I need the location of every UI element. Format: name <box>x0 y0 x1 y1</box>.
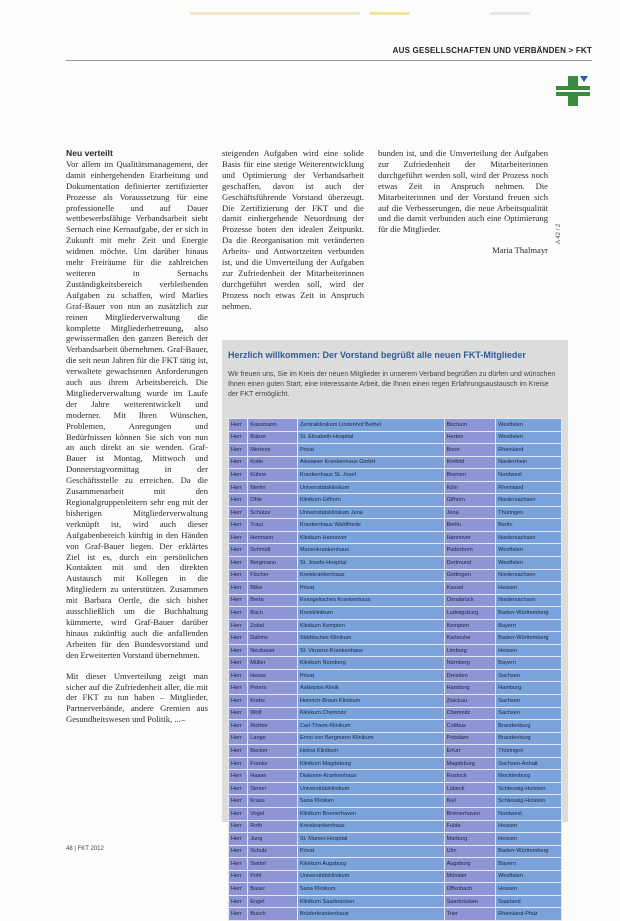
table-cell: Herr <box>229 795 248 808</box>
table-cell: Ernst von Bergmann Klinikum <box>297 732 444 745</box>
table-cell: Cottbus <box>444 720 496 733</box>
table-row <box>229 469 562 482</box>
table-row <box>229 494 562 507</box>
article-column-3 <box>378 148 548 328</box>
table-cell: Bayern <box>496 657 562 670</box>
table-cell: Hessen <box>496 582 562 595</box>
table-cell: Herr <box>229 481 248 494</box>
table-row <box>229 732 562 745</box>
table-row <box>229 644 562 657</box>
members-box-intro: Wir freuen uns, Sie im Kreis der neuen Mitglieder in unserem Verband begrüßen zu dürfen und wünschen Ihnen einen guten Start, eine interessante Arbeit, die Ihnen einen regen Erfahrungsaustausch im Kreise der FKT ermöglicht. <box>228 371 556 398</box>
table-row <box>229 582 562 595</box>
table-row <box>229 807 562 820</box>
table-cell: Bilke <box>248 582 298 595</box>
table-cell: Busch <box>248 908 298 921</box>
table-cell: Osnabrück <box>444 594 496 607</box>
table-cell: Sachsen <box>496 669 562 682</box>
table-cell: Krefeld <box>444 456 496 469</box>
table-cell: Seidel <box>248 858 298 871</box>
table-cell: Herr <box>229 745 248 758</box>
table-cell: Nordwest <box>496 469 562 482</box>
table-cell: Herr <box>229 456 248 469</box>
table-cell: Franke <box>248 757 298 770</box>
table-cell: Herr <box>229 519 248 532</box>
table-cell: Herr <box>229 494 248 507</box>
table-cell: Herr <box>229 669 248 682</box>
table-row <box>229 632 562 645</box>
table-cell: Bonn <box>444 444 496 457</box>
table-cell: Rostock <box>444 770 496 783</box>
table-row <box>229 607 562 620</box>
table-cell: Bremerhaven <box>444 807 496 820</box>
table-cell: Karlsruhe <box>444 632 496 645</box>
table-cell: Traut <box>248 519 298 532</box>
table-cell: Herr <box>229 883 248 896</box>
table-cell: Chemnitz <box>444 707 496 720</box>
table-cell: Vogel <box>248 807 298 820</box>
header-rule <box>66 60 592 61</box>
table-cell: Krankenhaus Waldfriede <box>297 519 444 532</box>
table-cell: Städtisches Klinikum <box>297 632 444 645</box>
table-cell: Privat <box>297 444 444 457</box>
table-cell: Wolf <box>248 707 298 720</box>
table-cell: Herr <box>229 444 248 457</box>
table-cell: Herr <box>229 820 248 833</box>
table-row <box>229 795 562 808</box>
article-paragraph: Mit dieser Umverteilung zeigt man sicher auf die Zufriedenheit aller, die mit der FKT zu tun haben – Mitglieder, Partnerverbände, andere Gremien aus Gesundheitswesen und Politik, ...– <box>66 670 208 725</box>
table-row <box>229 770 562 783</box>
article-paragraph: steigenden Aufgaben wird eine solide Basis für eine stetige Weiterentwicklung und Optimierung der Verbandsarbeit geschaffen, davon ist auch der Geschäftsführende Vorstand überzeugt. Die Zertifizierung der FKT und die damit einhergehende Neuordnung der Prozesse boten den idealen Zeitpunkt. Da die Reorganisation mit veränderten Arbeits- und Antwortzeiten verbunden ist, und die Umverteilung der Aufgaben zur Zufriedenheit der Mitarbeiterinnen durchgeführt werden soll, wird der Prozess noch etwas Zeit in Anspruch nehmen. <box>222 148 364 311</box>
table-cell: St. Elisabeth-Hospital <box>297 431 444 444</box>
table-cell: Engel <box>248 895 298 908</box>
table-cell: Kreiskrankenhaus <box>297 569 444 582</box>
table-cell: Klinikum Kempten <box>297 619 444 632</box>
table-cell: Privat <box>297 669 444 682</box>
table-cell: Thüringen <box>496 506 562 519</box>
table-cell: St. Josefs-Hospital <box>297 557 444 570</box>
author-signature: Maria Thalmayr <box>492 245 548 256</box>
table-row <box>229 519 562 532</box>
table-cell: Kreisklinikum <box>297 607 444 620</box>
table-row <box>229 444 562 457</box>
table-cell: Herr <box>229 657 248 670</box>
table-cell: Paderborn <box>444 544 496 557</box>
table-cell: Baden-Württemberg <box>496 607 562 620</box>
table-cell: Herr <box>229 607 248 620</box>
table-cell: Mertens <box>248 444 298 457</box>
table-cell: Evangelisches Krankenhaus <box>297 594 444 607</box>
table-row <box>229 908 562 921</box>
table-row <box>229 456 562 469</box>
table-cell: Kotte <box>248 456 298 469</box>
table-cell: Dahme <box>248 632 298 645</box>
table-cell: Zwickau <box>444 695 496 708</box>
table-cell: Niedersachsen <box>496 494 562 507</box>
table-cell: Herr <box>229 594 248 607</box>
table-row <box>229 695 562 708</box>
table-cell: Baden-Württemberg <box>496 845 562 858</box>
table-cell: Herr <box>229 833 248 846</box>
table-cell: Universitätsklinikum <box>297 481 444 494</box>
section-header: AUS GESELLSCHAFTEN UND VERBÄNDEN > FKT <box>392 46 592 55</box>
table-cell: Herr <box>229 695 248 708</box>
table-cell: Becker <box>248 745 298 758</box>
table-cell: Kempten <box>444 619 496 632</box>
table-cell: Neubauer <box>248 644 298 657</box>
table-cell: Zobel <box>248 619 298 632</box>
table-cell: Krebs <box>248 695 298 708</box>
table-cell: Herr <box>229 770 248 783</box>
table-cell: Peters <box>248 682 298 695</box>
table-cell: Privat <box>297 845 444 858</box>
table-cell: Augsburg <box>444 858 496 871</box>
table-cell: Universitätsklinikum <box>297 782 444 795</box>
table-cell: Asklepios Klinik <box>297 682 444 695</box>
table-cell: Berlin <box>444 519 496 532</box>
table-cell: Herr <box>229 720 248 733</box>
new-members-box <box>222 340 568 918</box>
table-cell: Hermann <box>248 531 298 544</box>
table-cell: Niedersachsen <box>496 531 562 544</box>
table-cell: Nürnberg <box>444 657 496 670</box>
table-cell: Bauer <box>248 883 298 896</box>
article-paragraph: bunden ist, und die Umverteilung der Aufgaben zur Zufriedenheit der Mitarbeiterinnen durchgeführt werden soll, wird der Prozess noch etwas Zeit in Anspruch nehmen. Die Mitarbeiterinnen und der Vorstand freuen sich auf die Verbesserungen, die neue Arbeitsqualität und die damit verbunden auch eine Optimierung für die Mitglieder. <box>378 148 548 235</box>
table-row <box>229 883 562 896</box>
table-cell: Klinikum Hannover <box>297 531 444 544</box>
table-cell: Herr <box>229 469 248 482</box>
table-cell: Hannover <box>444 531 496 544</box>
table-cell: Hessen <box>496 833 562 846</box>
table-row <box>229 870 562 883</box>
table-cell: Sachsen <box>496 695 562 708</box>
table-row <box>229 544 562 557</box>
table-cell: Limburg <box>444 644 496 657</box>
table-cell: Berlin <box>496 519 562 532</box>
table-cell: Hamburg <box>496 682 562 695</box>
table-cell: Brüderkrankenhaus <box>297 908 444 921</box>
side-code: A 42 / 2 <box>556 223 562 244</box>
table-cell: Bayern <box>496 619 562 632</box>
table-cell: Herr <box>229 506 248 519</box>
article-subheading: Neu verteilt <box>66 148 113 158</box>
top-color-strip <box>190 12 590 16</box>
table-cell: Kreiskrankenhaus <box>297 820 444 833</box>
table-cell: Universitätsklinikum <box>297 870 444 883</box>
table-cell: Kühne <box>248 469 298 482</box>
table-cell: Kassel <box>444 582 496 595</box>
table-cell: Schleswig-Holstein <box>496 795 562 808</box>
table-row <box>229 757 562 770</box>
table-cell: Herr <box>229 732 248 745</box>
table-cell: Thüringen <box>496 745 562 758</box>
table-cell: Merlin <box>248 481 298 494</box>
table-cell: Herr <box>229 632 248 645</box>
table-row <box>229 720 562 733</box>
table-row <box>229 669 562 682</box>
table-cell: Westfalen <box>496 870 562 883</box>
table-cell: Brandenburg <box>496 720 562 733</box>
table-cell: Sana Kliniken <box>297 795 444 808</box>
table-row <box>229 569 562 582</box>
table-cell: Herr <box>229 431 248 444</box>
table-cell: Carl-Thiem-Klinikum <box>297 720 444 733</box>
article-column-2 <box>222 148 364 328</box>
table-cell: Saarland <box>496 895 562 908</box>
table-row <box>229 431 562 444</box>
table-cell: Magdeburg <box>444 757 496 770</box>
table-row <box>229 820 562 833</box>
table-cell: Westfalen <box>496 557 562 570</box>
table-row <box>229 745 562 758</box>
table-cell: Niedersachsen <box>496 594 562 607</box>
table-cell: Rheinland <box>496 481 562 494</box>
table-cell: Sana Klinikum <box>297 883 444 896</box>
article-column-1 <box>66 148 208 735</box>
page-footer: 48 | FKT 2012 <box>66 846 104 852</box>
table-cell: Baden-Württemberg <box>496 632 562 645</box>
table-cell: Lübeck <box>444 782 496 795</box>
table-cell: Westfalen <box>496 431 562 444</box>
table-row <box>229 531 562 544</box>
table-cell: Marburg <box>444 833 496 846</box>
table-cell: Brandenburg <box>496 732 562 745</box>
table-row <box>229 419 562 432</box>
table-cell: Zentralklinikum Lindenhof Bethel <box>297 419 444 432</box>
table-cell: St. Marien-Hospital <box>297 833 444 846</box>
table-cell: Privat <box>297 582 444 595</box>
article-paragraph: Vor allem im Qualitätsmanagement, der damit einhergehenden Erarbeitung und Dokumentation definierter zertifizierter Prozesse als Voraussetzung für eine professionelle und auf Dauer wettbewerbsfähige Verbandsarbeit sieht Sernach eine Kernaufgabe, der er sich in Zukunft mit mehr Zeit und Energie widmen möchte. Um darüber hinaus mehr Freiräume für die zahlreichen weiteren in Sernachs Zuständigkeitsbereich verbleibenden Aufgaben zu schaffen, wird Marlies Graf-Bauer von nun an zusätzlich zur reinen Mitgliederverwaltung die komplette Mitgliederbetreuung, also gewissermaßen den ganzen Bereich der Verbandsarbeit übernehmen. Graf-Bauer, die seit neun Jahren für die FKT tätig ist, verwaltete gewachsenen Anforderungen auch aus ihrem Arbeitsbereich. Die Mitgliederverwaltung wurde im Laufe der Jahre weiterentwickelt und moderner. Mit Ihren Wünschen, Problemen, Anregungen und Bedürfnissen können Sie sich von nun an auch direkt an sie wenden. Graf-Bauer ist Montag, Mittwoch und Donnerstagvormittag in der Geschäftsstelle zu erreichen. Da die Zusammenarbeit mit den Regionalgruppenleitern sehr eng mit der bisherigen Mitgliederverwaltung verknüpft ist, wird auch dieser Aufgabenbereich künftig in den Händen von Graf-Bauer liegen. Der erklärtes Ziel ist es, durch ein persönlichen Kontakten mit und den direkten Austausch mit Kollegen in die Mitgliedern zu unterstützen. Zusammen mit Barbara Oertle, die sich bisher ausschließlich um die Buchhaltung kümmerte, wird Graf-Bauer darüber hinaus zukünftig auch die anfallenden Arbeiten für den Bundesvorstand und den Erweiterten Vorstand übernehmen. <box>66 158 208 660</box>
table-cell: Alexianer Krankenhaus GmbH <box>297 456 444 469</box>
table-cell: Klinikum Chemnitz <box>297 707 444 720</box>
table-cell: Kiel <box>444 795 496 808</box>
table-cell: Herr <box>229 644 248 657</box>
table-cell: Sachsen <box>496 707 562 720</box>
table-cell: Erfurt <box>444 745 496 758</box>
table-cell: Ohle <box>248 494 298 507</box>
table-cell: Richter <box>248 720 298 733</box>
table-cell: Herr <box>229 707 248 720</box>
table-cell: Potsdam <box>444 732 496 745</box>
table-row <box>229 707 562 720</box>
table-cell: Herr <box>229 757 248 770</box>
table-cell: Nordwest <box>496 807 562 820</box>
table-cell: Westfalen <box>496 419 562 432</box>
table-cell: Schütze <box>248 506 298 519</box>
table-cell: Bergmann <box>248 557 298 570</box>
table-cell: Roth <box>248 820 298 833</box>
table-cell: Balzer <box>248 431 298 444</box>
table-cell: Hessen <box>496 644 562 657</box>
table-cell: Klinikum Saarbrücken <box>297 895 444 908</box>
table-cell: Lange <box>248 732 298 745</box>
table-row <box>229 619 562 632</box>
table-row <box>229 845 562 858</box>
table-cell: Schulz <box>248 845 298 858</box>
table-cell: Trier <box>444 908 496 921</box>
members-table <box>228 418 562 921</box>
table-cell: Köln <box>444 481 496 494</box>
table-cell: Simon <box>248 782 298 795</box>
table-cell: Haase <box>248 770 298 783</box>
table-cell: Dortmund <box>444 557 496 570</box>
table-cell: Schmidt <box>248 544 298 557</box>
table-cell: Jung <box>248 833 298 846</box>
table-cell: Klinikum Gifhorn <box>297 494 444 507</box>
table-row <box>229 833 562 846</box>
table-cell: Kassmann <box>248 419 298 432</box>
table-row <box>229 782 562 795</box>
table-cell: Westfalen <box>496 544 562 557</box>
table-cell: Offenbach <box>444 883 496 896</box>
table-cell: Heinrich-Braun-Klinikum <box>297 695 444 708</box>
table-cell: Herr <box>229 569 248 582</box>
table-cell: Rheinland <box>496 444 562 457</box>
table-cell: Rheinland-Pfalz <box>496 908 562 921</box>
table-cell: Klinikum Nürnberg <box>297 657 444 670</box>
table-cell: Münster <box>444 870 496 883</box>
table-cell: Niedersachsen <box>496 569 562 582</box>
table-cell: Herr <box>229 682 248 695</box>
table-cell: Saarbrücken <box>444 895 496 908</box>
table-cell: Herr <box>229 419 248 432</box>
table-cell: Herr <box>229 619 248 632</box>
table-cell: Jena <box>444 506 496 519</box>
table-cell: Klinikum Augsburg <box>297 858 444 871</box>
table-cell: Herten <box>444 431 496 444</box>
table-row <box>229 858 562 871</box>
table-cell: Klinikum Bremerhaven <box>297 807 444 820</box>
table-cell: Mecklenburg <box>496 770 562 783</box>
table-row <box>229 506 562 519</box>
table-row <box>229 895 562 908</box>
table-row <box>229 594 562 607</box>
table-cell: Fulda <box>444 820 496 833</box>
table-cell: Müller <box>248 657 298 670</box>
table-cell: Herr <box>229 557 248 570</box>
table-cell: Herr <box>229 870 248 883</box>
table-cell: Diakonie-Krankenhaus <box>297 770 444 783</box>
table-cell: Göttingen <box>444 569 496 582</box>
table-cell: Hesse <box>248 669 298 682</box>
table-cell: Bayern <box>496 858 562 871</box>
table-cell: Hessen <box>496 820 562 833</box>
table-cell: Herr <box>229 782 248 795</box>
table-cell: Herr <box>229 845 248 858</box>
table-cell: Hessen <box>496 883 562 896</box>
table-cell: Klinikum Magdeburg <box>297 757 444 770</box>
table-cell: Niederrhein <box>496 456 562 469</box>
table-row <box>229 682 562 695</box>
table-cell: Ludwigsburg <box>444 607 496 620</box>
table-cell: Bremen <box>444 469 496 482</box>
table-cell: St. Vinzenz-Krankenhaus <box>297 644 444 657</box>
table-cell: Herr <box>229 858 248 871</box>
table-cell: Pohl <box>248 870 298 883</box>
table-cell: Herr <box>229 544 248 557</box>
table-cell: Schleswig-Holstein <box>496 782 562 795</box>
table-cell: Marienkrankenhaus <box>297 544 444 557</box>
table-cell: Fischer <box>248 569 298 582</box>
table-cell: Herr <box>229 531 248 544</box>
table-cell: Sachsen-Anhalt <box>496 757 562 770</box>
table-cell: Bach <box>248 607 298 620</box>
table-cell: Gifhorn <box>444 494 496 507</box>
table-cell: Helios Klinikum <box>297 745 444 758</box>
members-box-title: Herzlich willkommen: Der Vorstand begrüßt alle neuen FKT-Mitglieder <box>228 350 526 360</box>
table-cell: Hamburg <box>444 682 496 695</box>
table-cell: Universitätsklinikum Jena <box>297 506 444 519</box>
table-cell: Bochum <box>444 419 496 432</box>
table-cell: Herr <box>229 908 248 921</box>
table-cell: Herr <box>229 582 248 595</box>
table-cell: Kraus <box>248 795 298 808</box>
table-cell: Herr <box>229 807 248 820</box>
table-row <box>229 657 562 670</box>
fkt-cross-logo <box>554 74 592 108</box>
table-cell: Dresden <box>444 669 496 682</box>
table-row <box>229 481 562 494</box>
table-cell: Herr <box>229 895 248 908</box>
table-cell: Ulm <box>444 845 496 858</box>
table-row <box>229 557 562 570</box>
table-cell: Berta <box>248 594 298 607</box>
table-cell: Krankenhaus St. Josef <box>297 469 444 482</box>
